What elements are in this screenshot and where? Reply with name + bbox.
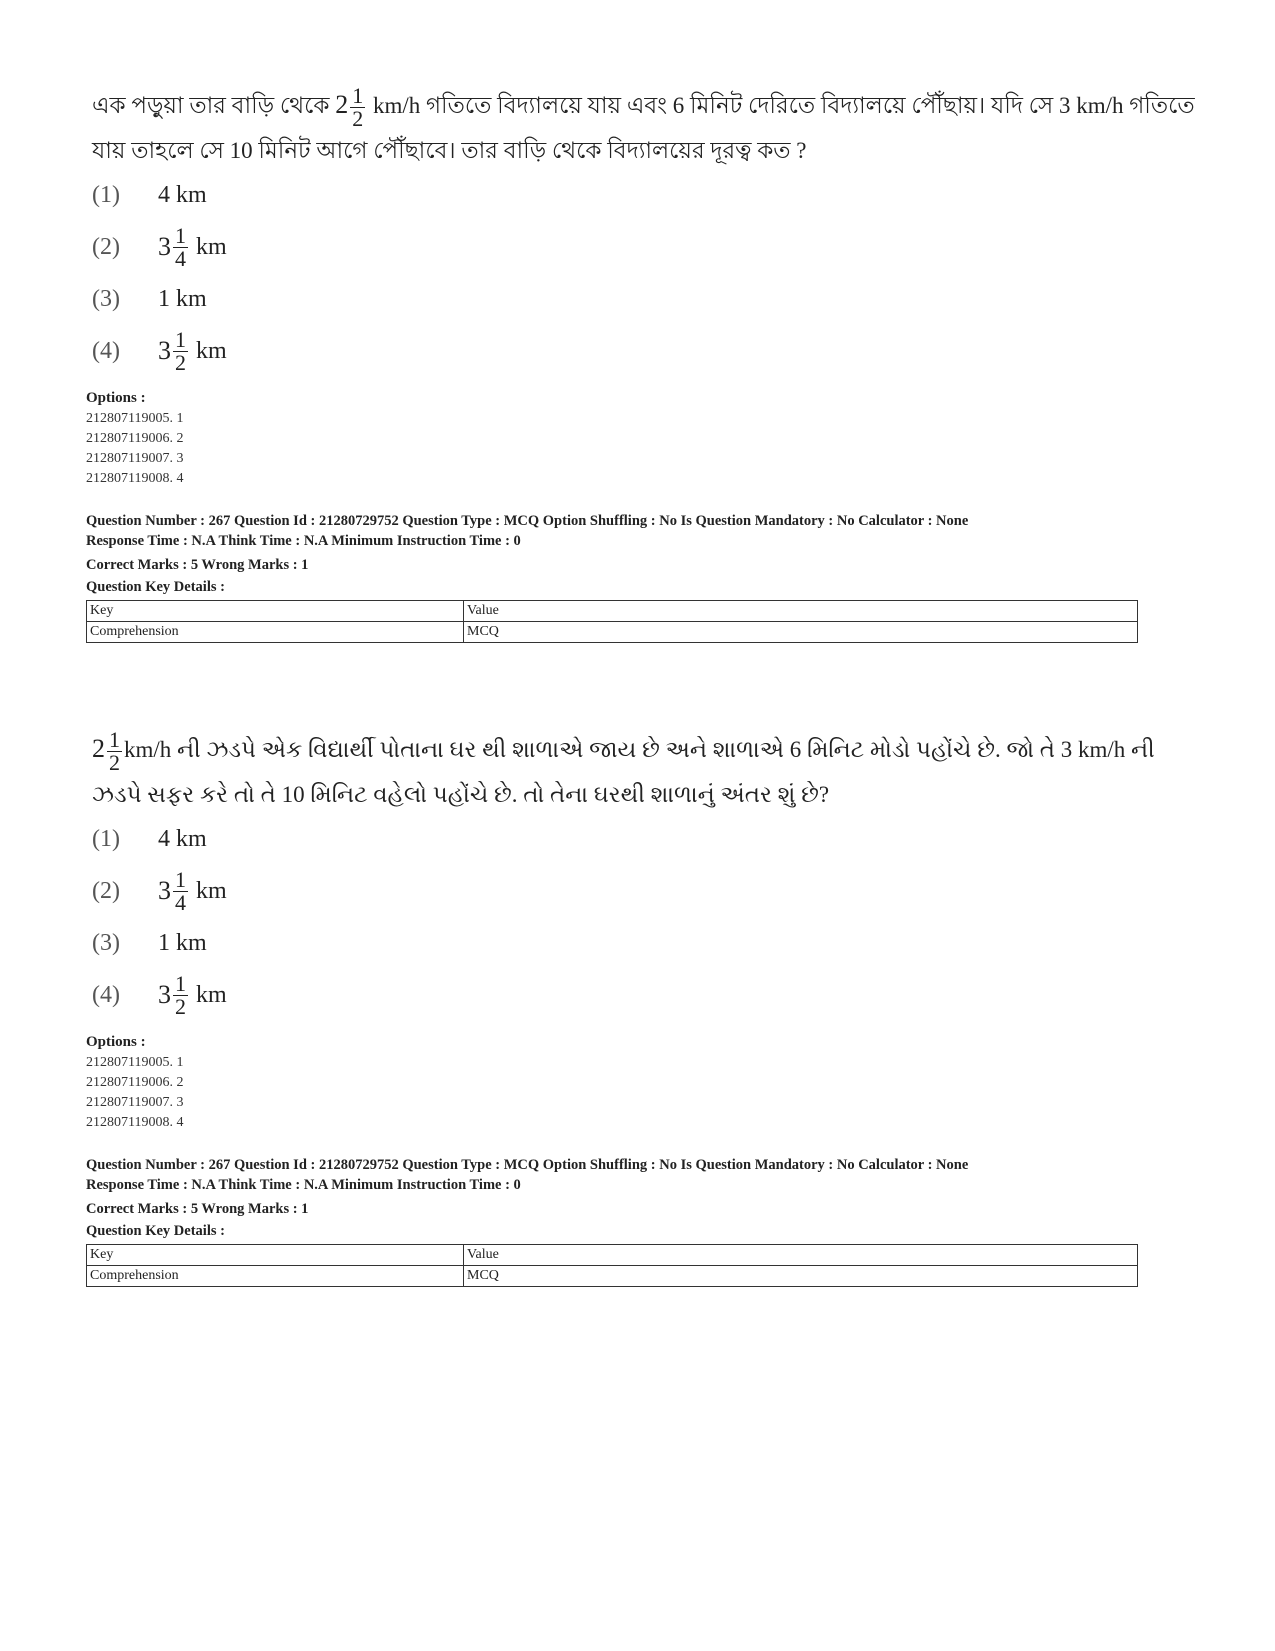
option-index: (2) bbox=[92, 877, 120, 904]
fraction-numerator: 1 bbox=[175, 326, 186, 352]
answer-options bbox=[92, 818, 1196, 1026]
question-text bbox=[92, 84, 1197, 172]
question-metadata bbox=[86, 1155, 1196, 1219]
table-row bbox=[87, 622, 1138, 643]
option-unit: km bbox=[196, 877, 227, 904]
option-id: 212807119006. 2 bbox=[86, 1075, 184, 1091]
option-unit: km bbox=[196, 233, 227, 260]
fraction bbox=[173, 970, 188, 1019]
option-index: (3) bbox=[92, 929, 120, 956]
fraction-numerator: 1 bbox=[175, 970, 186, 996]
metadata-line-timing: Response Time : N.A Think Time : N.A Minimum Instruction Time : 0 bbox=[86, 533, 521, 550]
option-index: (1) bbox=[92, 825, 120, 852]
option-whole: 3 bbox=[158, 232, 171, 262]
option-unit: km bbox=[176, 285, 207, 312]
fraction-numerator: 1 bbox=[109, 727, 120, 753]
mixed-number-whole: 2 bbox=[92, 734, 105, 763]
fraction-numerator: 1 bbox=[352, 83, 364, 109]
option-value: 4 bbox=[158, 825, 170, 852]
option-whole: 3 bbox=[158, 876, 171, 906]
table-header-cell: Key bbox=[87, 1245, 464, 1266]
fraction-denominator: 2 bbox=[352, 106, 364, 132]
answer-option-1[interactable] bbox=[92, 174, 1196, 216]
answer-options bbox=[92, 174, 1196, 382]
question-block-gujarati bbox=[86, 728, 1196, 1287]
answer-option-4[interactable] bbox=[92, 964, 1196, 1026]
fraction-denominator: 4 bbox=[175, 245, 186, 271]
answer-option-2[interactable] bbox=[92, 860, 1196, 922]
option-index: (1) bbox=[92, 181, 120, 208]
question-text-before: এক পড়ুয়া তার বাড়ি থেকে bbox=[92, 93, 330, 118]
key-details-label: Question Key Details : bbox=[86, 1223, 225, 1240]
metadata-line-marks: Correct Marks : 5 Wrong Marks : 1 bbox=[86, 1201, 309, 1218]
answer-option-4[interactable] bbox=[92, 320, 1196, 382]
option-index: (4) bbox=[92, 337, 120, 364]
option-unit: km bbox=[196, 337, 227, 364]
table-header-row bbox=[87, 1245, 1138, 1266]
option-unit: km bbox=[196, 981, 227, 1008]
table-header-cell: Value bbox=[464, 601, 1138, 622]
question-metadata bbox=[86, 511, 1196, 575]
option-unit: km bbox=[176, 825, 207, 852]
metadata-line-question-info: Question Number : 267 Question Id : 21280729752 Question Type : MCQ Option Shuffling : No Is Question Mandatory : No Calculator : None bbox=[86, 1157, 969, 1174]
fraction-denominator: 4 bbox=[175, 889, 186, 915]
fraction-denominator: 2 bbox=[175, 993, 186, 1019]
metadata-line-question-info: Question Number : 267 Question Id : 21280729752 Question Type : MCQ Option Shuffling : No Is Question Mandatory : No Calculator : None bbox=[86, 513, 969, 530]
key-details-label: Question Key Details : bbox=[86, 579, 225, 596]
metadata-line-timing: Response Time : N.A Think Time : N.A Minimum Instruction Time : 0 bbox=[86, 1177, 521, 1194]
fraction-numerator: 1 bbox=[175, 222, 186, 248]
answer-option-3[interactable] bbox=[92, 278, 1196, 320]
fraction-denominator: 2 bbox=[175, 349, 186, 375]
fraction bbox=[350, 85, 365, 130]
option-index: (3) bbox=[92, 285, 120, 312]
option-index: (2) bbox=[92, 233, 120, 260]
question-text-after: km/h ની ઝડપે એક વિદ્યાર્થી પોતાના ઘર થી શાળાએ જાય છે અને શાળાએ 6 મિનિટ મોડો પહોંચે છે. જો તે 3 km/h ની ઝડપે સફર કરે તો તે 10 મિનિટ વહેલો પહોંચે છે. તો તેના ઘરથી શાળાનું અંતર શું છે? bbox=[92, 737, 1155, 808]
metadata-line-marks: Correct Marks : 5 Wrong Marks : 1 bbox=[86, 557, 309, 574]
option-id-list bbox=[86, 409, 1196, 489]
options-label: Options : bbox=[86, 390, 146, 407]
option-id: 212807119005. 1 bbox=[86, 411, 184, 427]
table-row bbox=[87, 1266, 1138, 1287]
option-index: (4) bbox=[92, 981, 120, 1008]
fraction bbox=[173, 326, 188, 375]
table-header-cell: Value bbox=[464, 1245, 1138, 1266]
table-cell: MCQ bbox=[464, 622, 1138, 643]
question-text-after: km/h গতিতে বিদ্যালয়ে যায় এবং 6 মিনিট দেরিতে বিদ্যালয়ে পৌঁছায়। যদি সে 3 km/h গতিতে যায় তাহলে সে 10 মিনিট আগে পৌঁছাবে। তার বাড়ি থেকে বিদ্যালয়ের দূরত্ব কত ? bbox=[92, 93, 1195, 164]
key-details-table bbox=[86, 600, 1138, 643]
table-cell: Comprehension bbox=[87, 622, 464, 643]
option-unit: km bbox=[176, 929, 207, 956]
table-header-row bbox=[87, 601, 1138, 622]
option-id: 212807119007. 3 bbox=[86, 1095, 184, 1111]
table-header-cell: Key bbox=[87, 601, 464, 622]
options-label: Options : bbox=[86, 1034, 146, 1051]
fraction bbox=[107, 729, 122, 774]
option-id: 212807119008. 4 bbox=[86, 471, 184, 487]
answer-option-3[interactable] bbox=[92, 922, 1196, 964]
option-id: 212807119008. 4 bbox=[86, 1115, 184, 1131]
option-id: 212807119007. 3 bbox=[86, 451, 184, 467]
answer-option-2[interactable] bbox=[92, 216, 1196, 278]
fraction-numerator: 1 bbox=[175, 866, 186, 892]
fraction bbox=[173, 222, 188, 271]
option-unit: km bbox=[176, 181, 207, 208]
fraction bbox=[173, 866, 188, 915]
option-value: 4 bbox=[158, 181, 170, 208]
option-id: 212807119005. 1 bbox=[86, 1055, 184, 1071]
question-text bbox=[92, 728, 1197, 816]
option-id: 212807119006. 2 bbox=[86, 431, 184, 447]
key-details-table bbox=[86, 1244, 1138, 1287]
option-value: 1 bbox=[158, 285, 170, 312]
answer-option-1[interactable] bbox=[92, 818, 1196, 860]
question-block-bengali bbox=[86, 84, 1196, 643]
option-whole: 3 bbox=[158, 980, 171, 1010]
fraction-denominator: 2 bbox=[109, 750, 120, 776]
table-cell: MCQ bbox=[464, 1266, 1138, 1287]
mixed-number-whole: 2 bbox=[335, 90, 349, 119]
table-cell: Comprehension bbox=[87, 1266, 464, 1287]
option-value: 1 bbox=[158, 929, 170, 956]
option-whole: 3 bbox=[158, 336, 171, 366]
option-id-list bbox=[86, 1053, 1196, 1133]
